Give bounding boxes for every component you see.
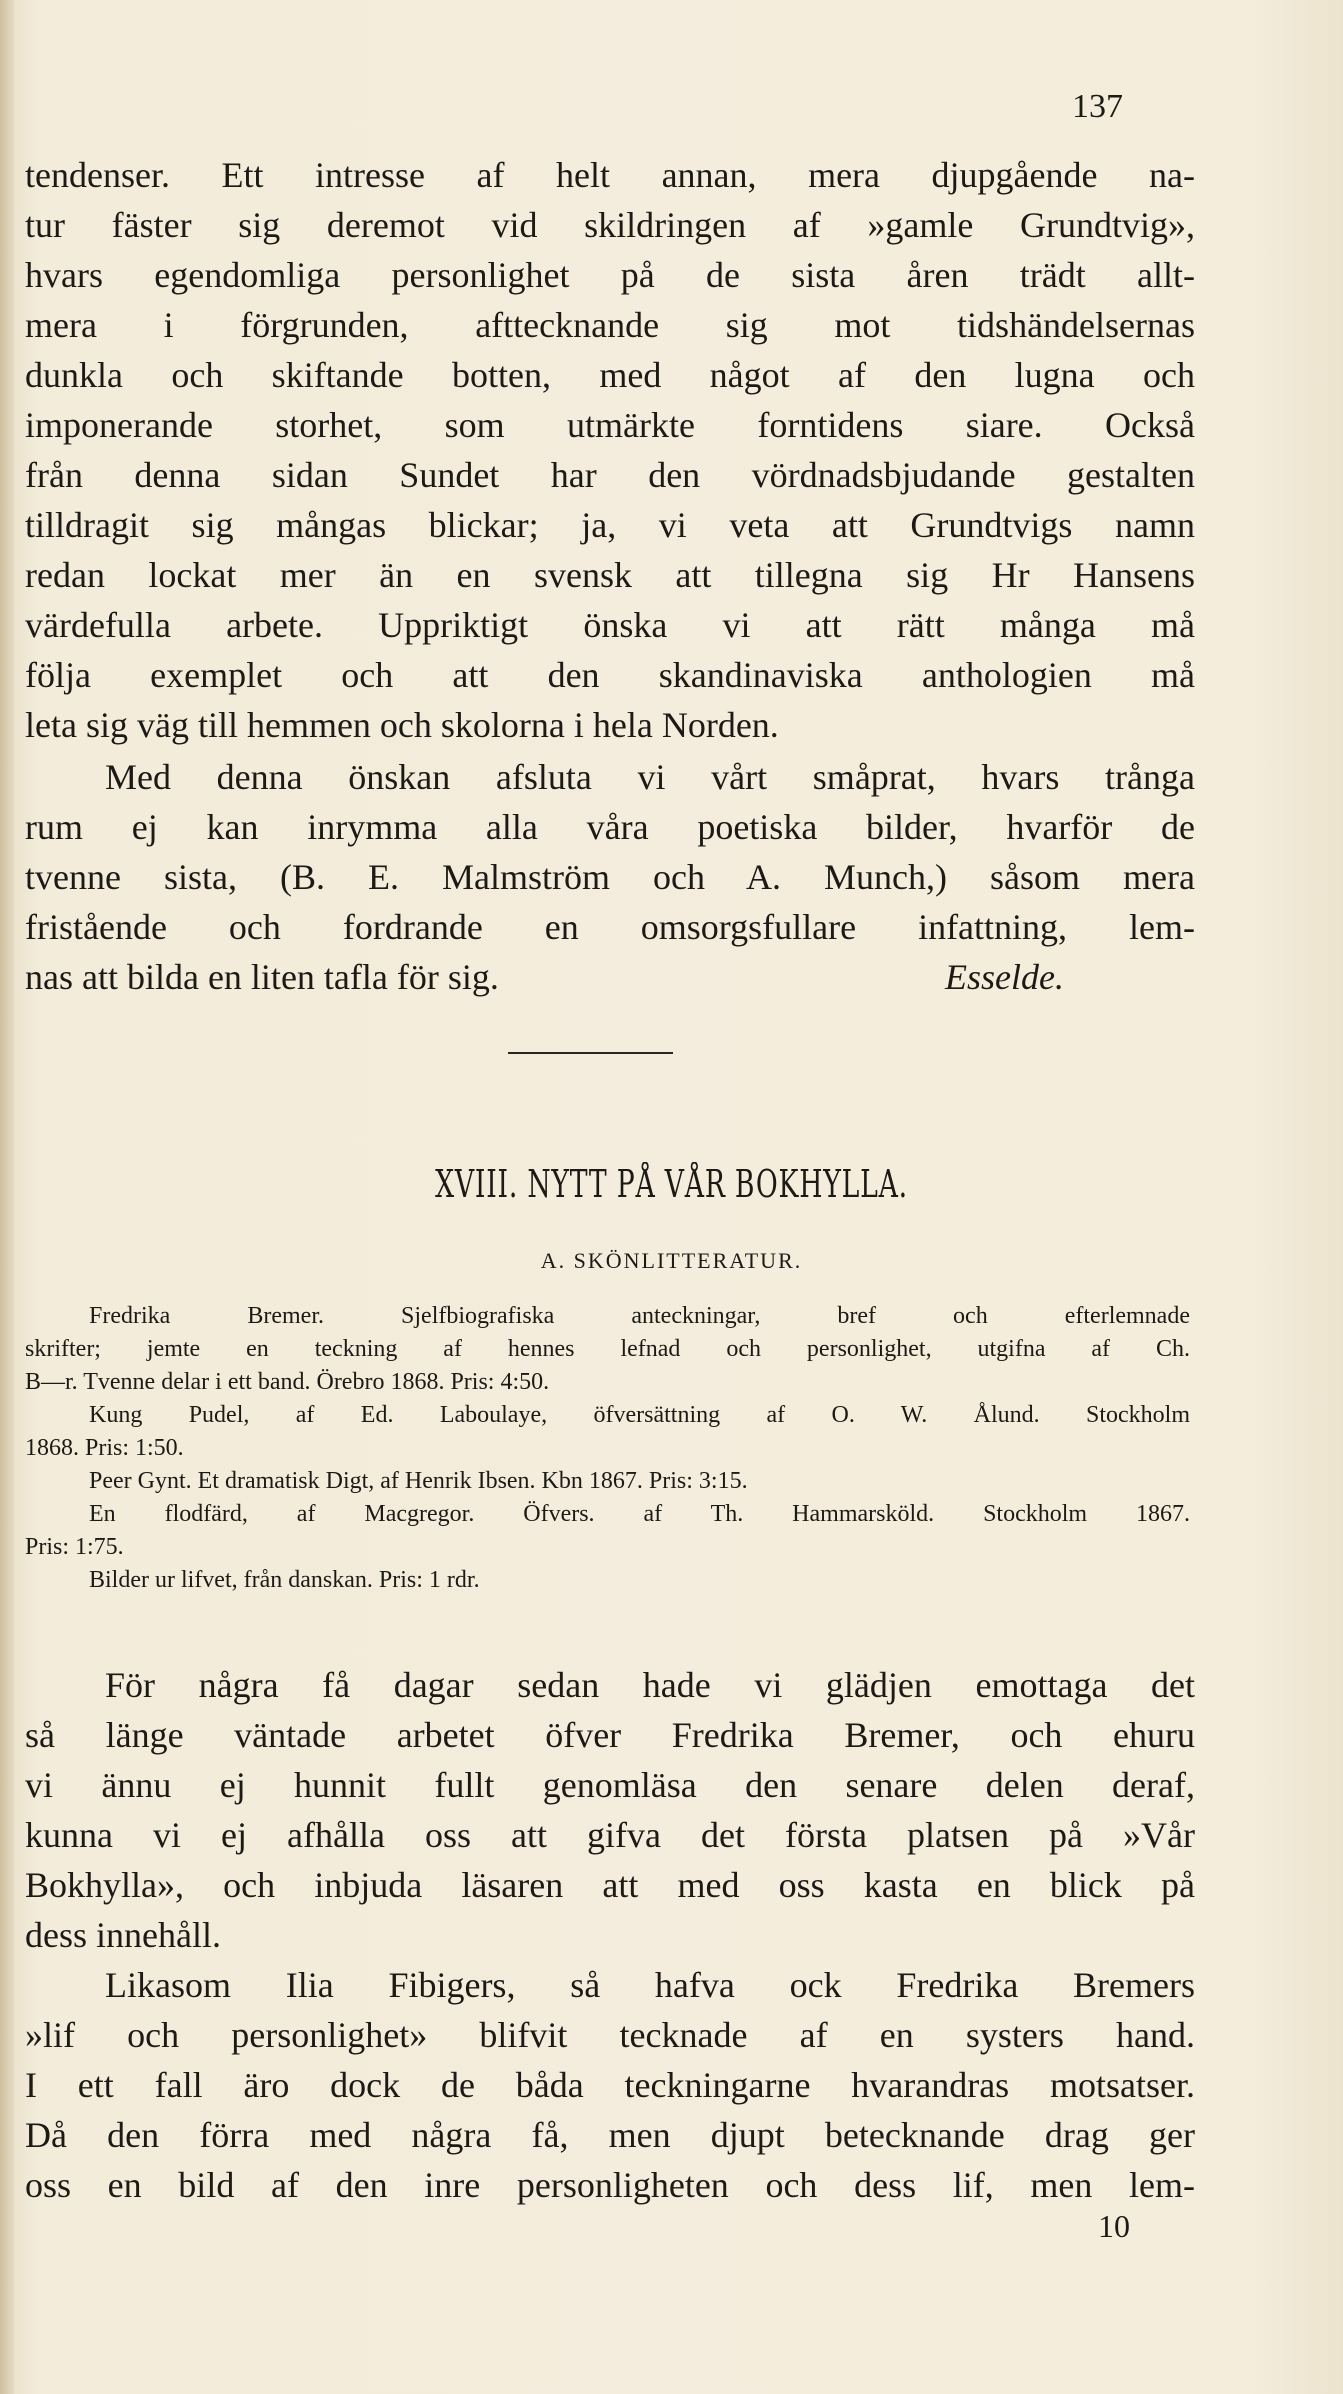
section1-paragraph2 [25, 752, 1195, 1002]
text-line: värdefulla arbete. Uppriktigt önska vi att rätt många må [25, 605, 1195, 645]
section2-paragraph2 [25, 1960, 1195, 2210]
section-divider [508, 1052, 673, 1054]
text-line: dunkla och skiftande botten, med något af den lugna och [25, 355, 1195, 395]
text-line [25, 952, 1195, 1002]
text-line: redan lockat mer än en svensk att tillegna sig Hr Hansens [25, 555, 1195, 595]
text-line: Bokhylla», och inbjuda läsaren att med oss kasta en blick på [25, 1865, 1195, 1905]
text-line: Med denna önskan afsluta vi vårt småprat, hvars trånga [105, 757, 1195, 797]
text-line: »lif och personlighet» blifvit tecknade af en systers hand. [25, 2015, 1195, 2055]
text-line: rum ej kan inrymma alla våra poetiska bilder, hvarför de [25, 807, 1195, 847]
text-line: För några få dagar sedan hade vi glädjen emottaga det [105, 1665, 1195, 1705]
text-line: mera i förgrunden, afttecknande sig mot tidshändelsernas [25, 305, 1195, 345]
book-entry-line: Kung Pudel, af Ed. Laboulaye, öfversättning af O. W. Ålund. Stockholm [89, 1402, 1190, 1428]
author-signature: Esselde. [945, 957, 1064, 997]
text-line: kunna vi ej afhålla oss att gifva det första platsen på »Vår [25, 1815, 1195, 1855]
text-line: imponerande storhet, som utmärkte forntidens siare. Också [25, 405, 1195, 445]
text-line: så länge väntade arbetet öfver Fredrika Bremer, och ehuru [25, 1715, 1195, 1755]
book-entry-line: Peer Gynt. Et dramatisk Digt, af Henrik Ibsen. Kbn 1867. Pris: 3:15. [89, 1468, 748, 1494]
book-list [25, 1300, 1190, 1597]
text-line: vi ännu ej hunnit fullt genomläsa den senare delen deraf, [25, 1765, 1195, 1805]
book-entry-line: Fredrika Bremer. Sjelfbiografiska anteckningar, bref och efterlemnade [89, 1303, 1190, 1329]
text-line: fristående och fordrande en omsorgsfullare infattning, lem- [25, 907, 1195, 947]
last-line-text: nas att bilda en liten tafla för sig. [25, 957, 499, 997]
book-entry-line: skrifter; jemte en teckning af hennes lefnad och personlighet, utgifna af Ch. [25, 1336, 1190, 1362]
text-line: leta sig väg till hemmen och skolorna i hela Norden. [25, 705, 779, 745]
text-line: oss en bild af den inre personligheten och dess lif, men lem- [25, 2165, 1195, 2205]
book-entry-line: 1868. Pris: 1:50. [25, 1435, 184, 1461]
book-entry-line: Bilder ur lifvet, från danskan. Pris: 1 rdr. [89, 1567, 480, 1593]
text-line: I ett fall äro dock de båda teckningarne hvarandras motsatser. [25, 2065, 1195, 2105]
text-line: tendenser. Ett intresse af helt annan, mera djupgående na- [25, 155, 1195, 195]
text-line: tilldragit sig mångas blickar; ja, vi veta att Grundtvigs namn [25, 505, 1195, 545]
page-spine-shadow [0, 0, 14, 2394]
text-line: Likasom Ilia Fibigers, så hafva ock Fredrika Bremers [105, 1965, 1195, 2005]
book-entry-line: B—r. Tvenne delar i ett band. Örebro 1868. Pris: 4:50. [25, 1369, 550, 1395]
page-number: 137 [1072, 88, 1123, 125]
text-line: dess innehåll. [25, 1915, 221, 1955]
text-line: tur fäster sig deremot vid skildringen af »gamle Grundtvig», [25, 205, 1195, 245]
text-line: hvars egendomliga personlighet på de sista åren trädt allt- [25, 255, 1195, 295]
signature-mark: 10 [1098, 2208, 1130, 2244]
text-line: följa exemplet och att den skandinaviska anthologien må [25, 655, 1195, 695]
section-title: XVIII. NYTT PÅ VÅR BOKHYLLA. [435, 1162, 908, 1206]
subsection-title: A. SKÖNLITTERATUR. [540, 1248, 803, 1273]
book-entry-line: En flodfärd, af Macgregor. Öfvers. af Th. Hammarsköld. Stockholm 1867. [89, 1501, 1190, 1527]
text-line: Då den förra med några få, men djupt betecknande drag ger [25, 2115, 1195, 2155]
text-line: tvenne sista, (B. E. Malmström och A. Munch,) såsom mera [25, 857, 1195, 897]
book-entry-line: Pris: 1:75. [25, 1534, 124, 1560]
section1-paragraph1 [25, 150, 1195, 750]
text-line: från denna sidan Sundet har den vördnadsbjudande gestalten [25, 455, 1195, 495]
section2-paragraph1 [25, 1660, 1195, 1960]
